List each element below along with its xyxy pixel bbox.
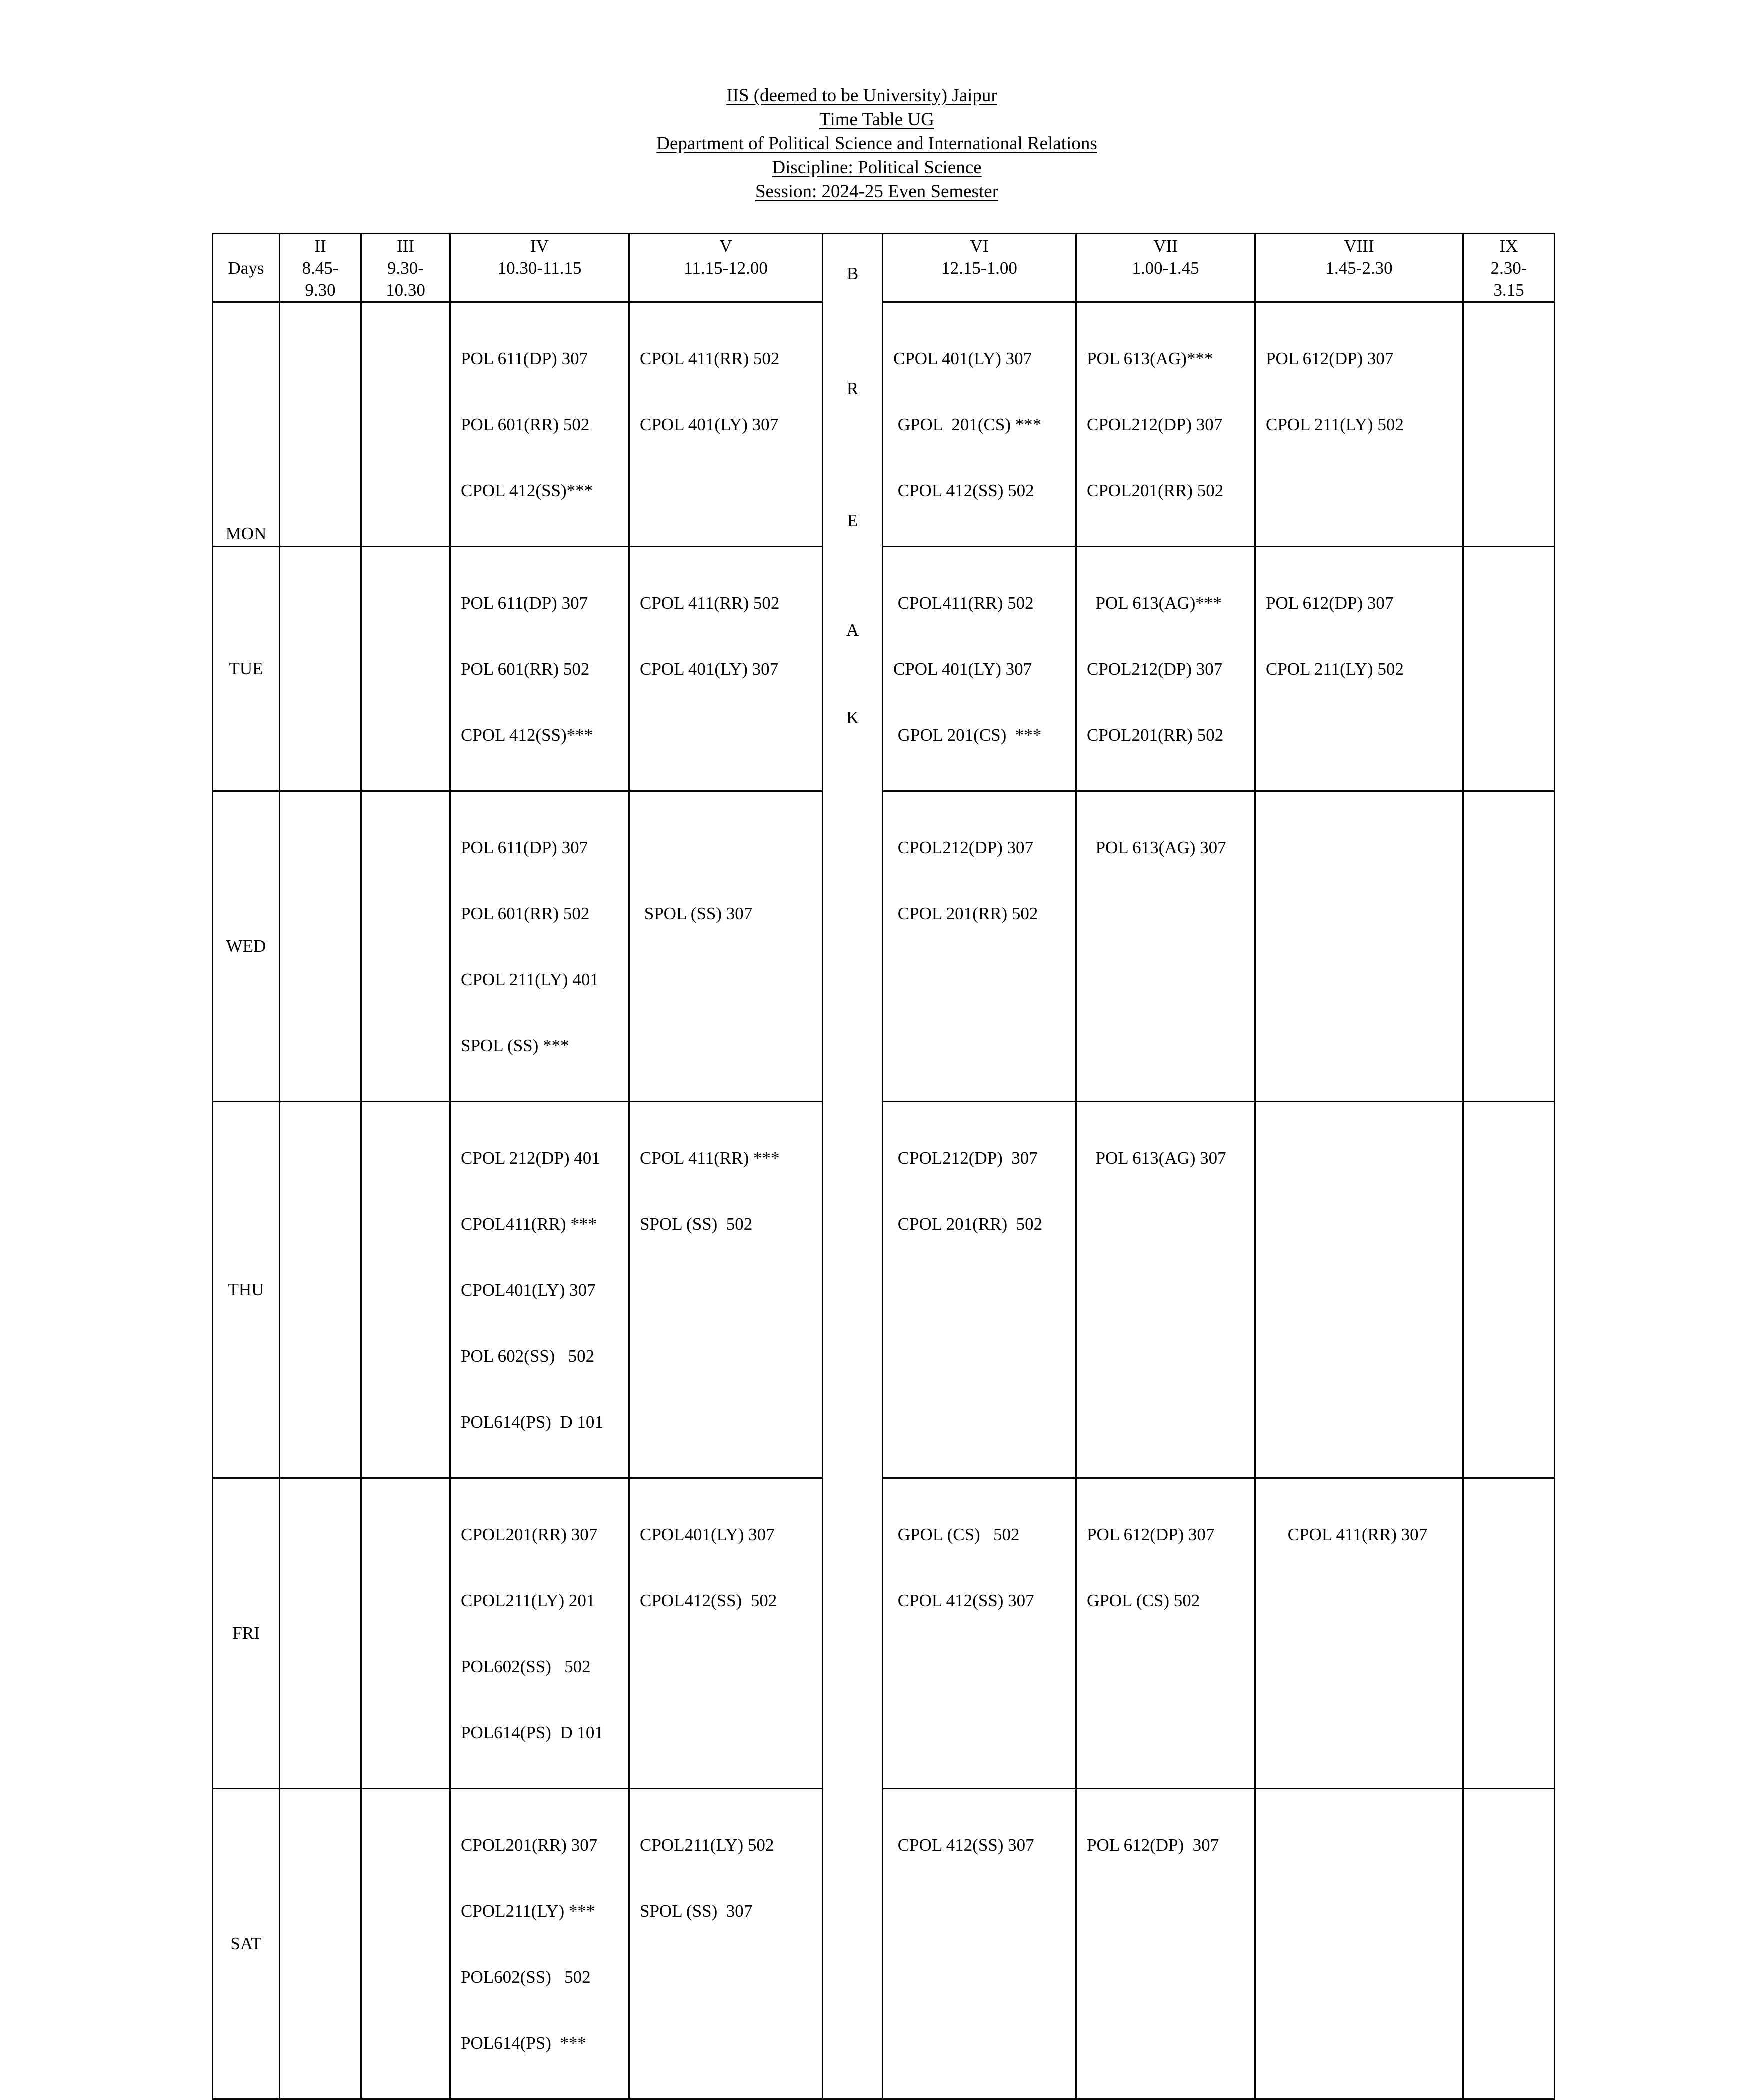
class-entry: CPOL212(DP) 307 bbox=[1087, 415, 1223, 434]
university-title: IIS (deemed to be University) Jaipur bbox=[726, 86, 998, 106]
period-number: VIII bbox=[1344, 236, 1374, 256]
class-entry: CPOL401(LY) 307 bbox=[640, 1525, 775, 1544]
class-entry: CPOL 401(LY) 307 bbox=[640, 415, 779, 434]
period-number: II bbox=[314, 236, 326, 256]
class-entry: CPOL412(SS) 502 bbox=[640, 1591, 778, 1610]
slot-iii bbox=[362, 1102, 450, 1478]
class-entry: CPOL 411(RR) 502 bbox=[640, 594, 780, 613]
period-time: 1.00-1.45 bbox=[1132, 258, 1200, 278]
discipline-title: Discipline: Political Science bbox=[772, 158, 982, 178]
class-entry: CPOL211(LY) 201 bbox=[461, 1591, 596, 1610]
class-entry: CPOL212(DP) 307 bbox=[894, 1148, 1038, 1168]
class-entry: POL 601(RR) 502 bbox=[461, 904, 590, 924]
class-entry: GPOL 201(CS) *** bbox=[894, 415, 1042, 434]
class-entry: CPOL411(RR) *** bbox=[461, 1214, 597, 1234]
class-entry: POL 613(AG) 307 bbox=[1087, 1148, 1226, 1168]
slot-viii bbox=[1256, 792, 1464, 1102]
slot-iv bbox=[450, 302, 630, 547]
class-entry: CPOL 401(LY) 307 bbox=[894, 349, 1032, 368]
timetable-title: Time Table UG bbox=[820, 110, 934, 130]
slot-iv bbox=[450, 547, 630, 792]
slot-iii bbox=[362, 1478, 450, 1789]
period-number: VII bbox=[1154, 236, 1178, 256]
slot-v bbox=[630, 792, 823, 1102]
day-label-wed: WED bbox=[213, 792, 280, 1102]
class-entry: POL 601(RR) 502 bbox=[461, 660, 590, 679]
period-time-start: 2.30- bbox=[1490, 258, 1528, 278]
slot-viii bbox=[1256, 547, 1464, 792]
class-entry: CPOL411(RR) 502 bbox=[894, 594, 1034, 613]
slot-iv bbox=[450, 1478, 630, 1789]
slot-ix bbox=[1464, 1789, 1555, 2100]
class-entry: POL614(PS) D 101 bbox=[461, 1412, 604, 1432]
slot-vii bbox=[1076, 1789, 1256, 2100]
timetable bbox=[212, 233, 1556, 2100]
class-entry: CPOL 201(RR) 502 bbox=[894, 904, 1038, 924]
day-label-tue: TUE bbox=[213, 547, 280, 792]
period-viii-header bbox=[1256, 234, 1464, 302]
period-number: IV bbox=[530, 236, 549, 256]
slot-v bbox=[630, 302, 823, 547]
break-letter-b: B bbox=[846, 264, 859, 284]
slot-viii bbox=[1256, 302, 1464, 547]
class-entry: CPOL201(RR) 502 bbox=[1087, 726, 1224, 745]
day-label-mon: MON bbox=[213, 302, 280, 547]
slot-vii bbox=[1076, 1102, 1256, 1478]
slot-ix bbox=[1464, 1478, 1555, 1789]
class-entry: CPOL 211(LY) 502 bbox=[1266, 415, 1404, 434]
period-time: 11.15-12.00 bbox=[684, 258, 768, 278]
class-entry: CPOL 401(LY) 307 bbox=[640, 660, 779, 679]
class-entry: POL 612(DP) 307 bbox=[1266, 594, 1394, 613]
period-vii-header bbox=[1076, 234, 1256, 302]
slot-iii bbox=[362, 547, 450, 792]
day-label-thu: THU bbox=[213, 1102, 280, 1478]
table-row bbox=[213, 547, 1555, 792]
day-label-sat: SAT bbox=[213, 1789, 280, 2100]
period-time: 1.45-2.30 bbox=[1326, 258, 1393, 278]
break-letter-e: E bbox=[847, 511, 858, 530]
session-title: Session: 2024-25 Even Semester bbox=[755, 182, 999, 202]
department-title: Department of Political Science and International Relations bbox=[656, 134, 1098, 154]
period-time: 10.30-11.15 bbox=[498, 258, 582, 278]
class-entry: CPOL 401(LY) 307 bbox=[894, 660, 1032, 679]
class-entry: POL 611(DP) 307 bbox=[461, 594, 588, 613]
slot-ix bbox=[1464, 547, 1555, 792]
slot-iv bbox=[450, 792, 630, 1102]
table-row bbox=[213, 792, 1555, 1102]
period-time-end: 9.30 bbox=[305, 280, 336, 300]
class-entry: GPOL (CS) 502 bbox=[1087, 1591, 1200, 1610]
period-time-end: 10.30 bbox=[386, 280, 426, 300]
class-entry: CPOL 411(RR) 307 bbox=[1266, 1525, 1428, 1544]
class-entry: GPOL 201(CS) *** bbox=[894, 726, 1042, 745]
slot-v bbox=[630, 1478, 823, 1789]
class-entry: CPOL 412(SS) 502 bbox=[894, 481, 1034, 500]
class-entry: POL 611(DP) 307 bbox=[461, 349, 588, 368]
slot-ii bbox=[280, 1478, 362, 1789]
slot-vi bbox=[883, 547, 1076, 792]
document-header bbox=[0, 84, 1754, 204]
class-entry: CPOL 412(SS)*** bbox=[461, 481, 594, 500]
slot-vi bbox=[883, 302, 1076, 547]
class-entry: CPOL 411(RR) 502 bbox=[640, 349, 780, 368]
class-entry: POL 613(AG) 307 bbox=[1087, 838, 1226, 858]
slot-iv bbox=[450, 1102, 630, 1478]
days-header: Days bbox=[213, 234, 280, 302]
period-ii-header bbox=[280, 234, 362, 302]
class-entry: POL602(SS) 502 bbox=[461, 1657, 591, 1676]
slot-vii bbox=[1076, 1478, 1256, 1789]
class-entry: CPOL201(RR) 307 bbox=[461, 1525, 598, 1544]
table-row bbox=[213, 1478, 1555, 1789]
class-entry: CPOL201(RR) 307 bbox=[461, 1836, 598, 1855]
class-entry: POL 612(DP) 307 bbox=[1087, 1836, 1220, 1855]
break-column bbox=[823, 234, 883, 2100]
class-entry: POL614(PS) D 101 bbox=[461, 1723, 604, 1742]
class-entry: CPOL 412(SS)*** bbox=[461, 726, 594, 745]
slot-vii bbox=[1076, 547, 1256, 792]
slot-iv bbox=[450, 1789, 630, 2100]
period-time-end: 3.15 bbox=[1494, 280, 1524, 300]
class-entry: POL 613(AG)*** bbox=[1087, 594, 1222, 613]
period-time: 12.15-1.00 bbox=[942, 258, 1018, 278]
class-entry: CPOL212(DP) 307 bbox=[1087, 660, 1223, 679]
slot-ix bbox=[1464, 792, 1555, 1102]
class-entry: CPOL 211(LY) 502 bbox=[1266, 660, 1404, 679]
period-time-start: 8.45- bbox=[302, 258, 339, 278]
class-entry: POL 602(SS) 502 bbox=[461, 1346, 595, 1366]
slot-ii bbox=[280, 302, 362, 547]
table-row bbox=[213, 302, 1555, 547]
table-row bbox=[213, 1102, 1555, 1478]
period-number: VI bbox=[970, 236, 989, 256]
slot-ii bbox=[280, 547, 362, 792]
period-v-header bbox=[630, 234, 823, 302]
slot-viii bbox=[1256, 1102, 1464, 1478]
class-entry: CPOL212(DP) 307 bbox=[894, 838, 1034, 858]
class-entry: CPOL201(RR) 502 bbox=[1087, 481, 1224, 500]
slot-ii bbox=[280, 1789, 362, 2100]
slot-v bbox=[630, 1102, 823, 1478]
period-vi-header bbox=[883, 234, 1076, 302]
period-time-start: 9.30- bbox=[388, 258, 424, 278]
class-entry: SPOL (SS) 307 bbox=[640, 904, 753, 924]
slot-ii bbox=[280, 792, 362, 1102]
slot-vi bbox=[883, 1102, 1076, 1478]
class-entry: CPOL 211(LY) 401 bbox=[461, 970, 599, 990]
period-number: IX bbox=[1500, 236, 1518, 256]
period-number: V bbox=[720, 236, 732, 256]
class-entry: CPOL 412(SS) 307 bbox=[894, 1836, 1034, 1855]
table-row bbox=[213, 1789, 1555, 2100]
class-entry: POL 612(DP) 307 bbox=[1087, 1525, 1215, 1544]
class-entry: CPOL 411(RR) *** bbox=[640, 1148, 780, 1168]
class-entry: SPOL (SS) *** bbox=[461, 1036, 570, 1056]
slot-iii bbox=[362, 1789, 450, 2100]
class-entry bbox=[640, 837, 822, 859]
slot-viii bbox=[1256, 1789, 1464, 2100]
slot-vi bbox=[883, 792, 1076, 1102]
class-entry: GPOL (CS) 502 bbox=[894, 1525, 1020, 1544]
class-entry: CPOL401(LY) 307 bbox=[461, 1280, 596, 1300]
slot-vii bbox=[1076, 302, 1256, 547]
slot-iii bbox=[362, 302, 450, 547]
class-entry: POL 601(RR) 502 bbox=[461, 415, 590, 434]
class-entry: CPOL211(LY) *** bbox=[461, 1902, 596, 1921]
slot-v bbox=[630, 1789, 823, 2100]
class-entry: POL 613(AG)*** bbox=[1087, 349, 1214, 368]
slot-vi bbox=[883, 1478, 1076, 1789]
day-label-fri: FRI bbox=[213, 1478, 280, 1789]
class-entry: CPOL 212(DP) 401 bbox=[461, 1148, 600, 1168]
slot-ix bbox=[1464, 302, 1555, 547]
break-letter-k: K bbox=[846, 708, 860, 728]
slot-vi bbox=[883, 1789, 1076, 2100]
header-row bbox=[213, 234, 1555, 302]
slot-iii bbox=[362, 792, 450, 1102]
period-iii-header bbox=[362, 234, 450, 302]
class-entry: POL614(PS) *** bbox=[461, 2034, 586, 2053]
break-letter-r: R bbox=[846, 379, 859, 398]
class-entry: POL 612(DP) 307 bbox=[1266, 349, 1394, 368]
slot-v bbox=[630, 547, 823, 792]
class-entry: CPOL211(LY) 502 bbox=[640, 1836, 774, 1855]
slot-vii bbox=[1076, 792, 1256, 1102]
slot-ii bbox=[280, 1102, 362, 1478]
class-entry: POL602(SS) 502 bbox=[461, 1968, 591, 1987]
class-entry: CPOL 201(RR) 502 bbox=[894, 1214, 1043, 1234]
period-ix-header bbox=[1464, 234, 1555, 302]
class-entry: POL 611(DP) 307 bbox=[461, 838, 588, 858]
period-number: III bbox=[397, 236, 414, 256]
class-entry: CPOL 412(SS) 307 bbox=[894, 1591, 1034, 1610]
break-letter-a: A bbox=[846, 620, 860, 640]
slot-ix bbox=[1464, 1102, 1555, 1478]
class-entry: SPOL (SS) 307 bbox=[640, 1902, 753, 1921]
period-iv-header bbox=[450, 234, 630, 302]
class-entry: SPOL (SS) 502 bbox=[640, 1214, 753, 1234]
slot-viii bbox=[1256, 1478, 1464, 1789]
